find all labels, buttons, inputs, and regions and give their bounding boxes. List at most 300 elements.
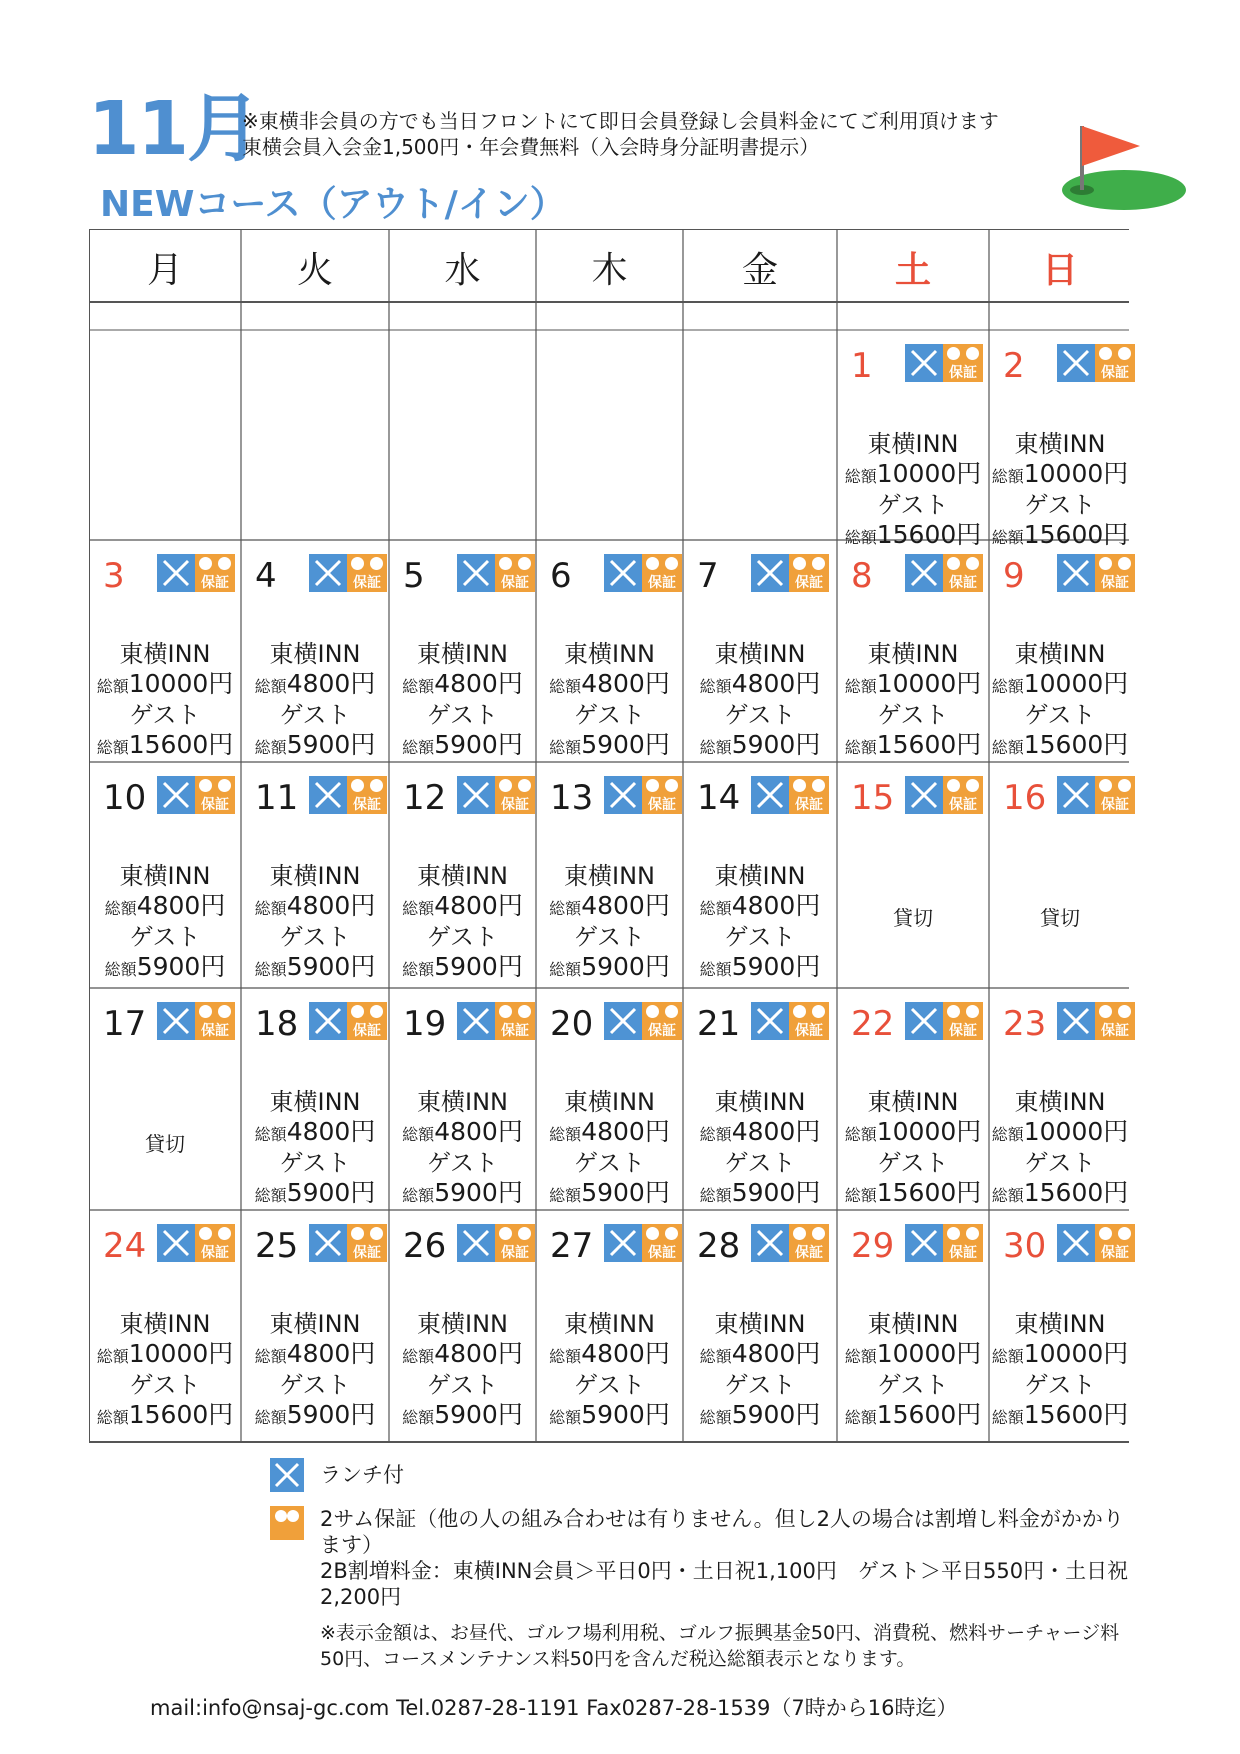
day-icons [1057,1002,1135,1040]
member-label: 東横INN [269,1310,361,1338]
guarantee-icon-label: 保証 [1101,1245,1129,1261]
day-cell [241,540,389,765]
day-cell [241,762,389,987]
guarantee-icon [347,1224,387,1262]
guest-label: ゲスト [279,923,351,951]
day-cell [536,762,683,987]
weekday-3: 木 [591,249,628,291]
guarantee-icon-label: 保証 [648,1245,676,1261]
day-icons [751,1224,829,1262]
day-cell [989,330,1131,555]
guarantee-icon-label: 保証 [648,575,676,591]
lunch-icon [457,1002,495,1040]
guarantee-icon-label: 保証 [1101,1023,1129,1039]
contact-footer: mail:info@nsaj-gc.com Tel.0287-28-1191 Fax0287-28-1539（7時から16時迄） [150,1696,958,1720]
day-cell [536,540,683,765]
guarantee-icon [943,1224,983,1262]
reserved-label: 貸切 [1040,906,1080,930]
day-number: 7 [697,556,719,596]
guest-label: ゲスト [877,1371,949,1399]
day-number: 13 [550,778,594,818]
day-cell [389,988,536,1213]
price-block [683,862,837,984]
member-label: 東横INN [867,640,959,668]
day-number: 19 [403,1004,447,1044]
guarantee-icon-label: 保証 [353,797,381,813]
guest-label: ゲスト [1024,1371,1096,1399]
price-block [241,1088,389,1210]
member-label: 東横INN [417,640,508,668]
member-price: 総額4800円 [402,1117,523,1146]
guest-label: ゲスト [573,701,646,729]
guarantee-icon-label: 保証 [501,797,529,813]
day-number: 28 [697,1226,741,1266]
day-number: 29 [851,1226,895,1266]
day-number: 14 [697,778,741,818]
guarantee-icon [347,776,387,814]
day-cell [241,988,389,1213]
day-icons [309,554,387,592]
day-icons [905,344,983,382]
guest-price: 総額15600円 [991,1400,1129,1429]
member-label: 東横INN [1014,1310,1106,1338]
guest-label: ゲスト [724,923,796,951]
guarantee-icon [943,1002,983,1040]
member-price: 総額10000円 [991,669,1129,698]
day-icons [157,776,235,814]
day-icons [1057,344,1135,382]
guarantee-icon [642,1224,682,1262]
price-block [683,1088,837,1210]
guarantee-icon-label: 保証 [648,1023,676,1039]
guest-label: ゲスト [573,923,646,951]
guarantee-icon-label: 保証 [353,1245,381,1261]
guarantee-icon [195,554,235,592]
price-block [241,862,389,984]
member-price: 総額10000円 [991,459,1129,488]
lunch-icon [309,1002,347,1040]
day-number: 9 [1003,556,1025,596]
member-price: 総額4800円 [699,891,821,920]
guarantee-icon [270,1506,304,1540]
guest-label: ゲスト [724,1371,796,1399]
member-price: 総額4800円 [254,1117,376,1146]
guest-label: ゲスト [573,1371,646,1399]
day-cell [683,540,837,765]
member-label: 東横INN [269,1088,361,1116]
member-label: 東横INN [714,640,806,668]
member-price: 総額10000円 [991,1117,1129,1146]
guest-price: 総額15600円 [844,1178,982,1207]
guarantee-icon [1095,1002,1135,1040]
member-price: 総額10000円 [844,1117,982,1146]
day-cell [389,1210,536,1435]
member-label: 東横INN [714,1310,806,1338]
lunch-icon [751,776,789,814]
guarantee-icon [347,554,387,592]
member-label: 東横INN [714,1088,806,1116]
price-block [683,1310,837,1432]
day-icons [157,554,235,592]
weekday-0: 月 [146,249,183,291]
guarantee-icon [789,776,829,814]
lunch-icon [309,776,347,814]
guest-price: 総額15600円 [991,520,1129,549]
guarantee-icon-label: 保証 [201,797,229,813]
lunch-icon [270,1458,304,1492]
day-cell [89,762,241,987]
price-block [536,640,683,762]
day-number: 15 [851,778,895,818]
price-block [389,1088,536,1210]
guarantee-icon [495,554,535,592]
guarantee-icon [642,776,682,814]
day-cell [837,1210,989,1435]
day-number: 26 [403,1226,447,1266]
guarantee-icon [495,776,535,814]
price-block [837,640,989,762]
guarantee-icon-label: 保証 [949,1023,977,1039]
member-price: 総額4800円 [549,1339,670,1368]
guest-price: 総額15600円 [96,1400,234,1429]
day-number: 2 [1003,346,1025,386]
guarantee-icon-label: 保証 [353,575,381,591]
guest-price: 総額5900円 [402,730,523,759]
weekday-1: 火 [296,249,333,291]
day-number: 23 [1003,1004,1047,1044]
guest-price: 総額15600円 [991,730,1129,759]
price-block [989,1310,1131,1432]
lunch-icon [457,554,495,592]
guarantee-icon-label: 保証 [1101,797,1129,813]
day-number: 21 [697,1004,741,1044]
day-cell [989,540,1131,765]
day-number: 6 [550,556,572,596]
member-label: 東横INN [1014,640,1106,668]
day-icons [604,1224,682,1262]
member-price: 総額10000円 [991,1339,1129,1368]
member-price: 総額4800円 [402,669,523,698]
price-block [989,430,1131,552]
guarantee-icon [1095,344,1135,382]
guest-label: ゲスト [1024,491,1096,519]
member-label: 東横INN [714,862,806,890]
member-label: 東横INN [564,1088,655,1116]
day-icons [604,776,682,814]
day-cell [837,762,989,987]
guest-price: 総額5900円 [549,952,670,981]
guarantee-icon-label: 保証 [353,1023,381,1039]
day-number: 24 [103,1226,147,1266]
member-label: 東横INN [119,862,211,890]
guarantee-icon-label: 保証 [795,797,823,813]
day-icons [751,554,829,592]
member-price: 総額4800円 [549,669,670,698]
guarantee-icon [943,344,983,382]
member-label: 東横INN [417,1088,508,1116]
guarantee-icon [1095,1224,1135,1262]
member-price: 総額4800円 [699,1339,821,1368]
guest-label: ゲスト [129,923,201,951]
guest-price: 総額15600円 [844,730,982,759]
day-icons [309,1002,387,1040]
member-price: 総額4800円 [699,669,821,698]
guarantee-icon [642,554,682,592]
price-block [241,1310,389,1432]
price-block [683,640,837,762]
guest-label: ゲスト [877,701,949,729]
price-block [89,1310,241,1432]
legend-note: ※表示金額は、お昼代、ゴルフ場利用税、ゴルフ振興基金50円、消費税、燃料サーチャージ料50円、コースメンテナンス料50円を含んだ税込総額表示となります。 [320,1622,1120,1670]
guest-label: ゲスト [279,1149,351,1177]
guest-label: ゲスト [279,701,351,729]
guarantee-icon-label: 保証 [501,1245,529,1261]
weekday-6: 日 [1041,249,1078,291]
day-icons [905,1224,983,1262]
guarantee-icon-label: 保証 [795,1023,823,1039]
lunch-icon [1057,776,1095,814]
guest-price: 総額15600円 [844,1400,982,1429]
day-icons [751,1002,829,1040]
day-cell [536,1210,683,1435]
member-price: 総額10000円 [96,1339,234,1368]
day-number: 16 [1003,778,1047,818]
price-block [536,862,683,984]
guest-price: 総額5900円 [402,1400,523,1429]
guarantee-icon-label: 保証 [648,797,676,813]
lunch-icon [457,776,495,814]
guest-price: 総額5900円 [549,730,670,759]
day-cell [241,1210,389,1435]
guest-label: ゲスト [129,701,201,729]
day-icons [604,554,682,592]
lunch-icon [457,1224,495,1262]
guarantee-icon-label: 保証 [795,1245,823,1261]
course-title: NEWコース（アウト/イン） [100,184,566,225]
lunch-icon [751,1002,789,1040]
guarantee-icon [495,1224,535,1262]
day-number: 11 [255,778,299,818]
member-price: 総額10000円 [844,669,982,698]
guarantee-icon-label: 保証 [501,1023,529,1039]
lunch-icon [157,776,195,814]
guarantee-icon [789,554,829,592]
guarantee-icon-label: 保証 [201,1245,229,1261]
guest-price: 総額5900円 [699,952,821,981]
guarantee-icon-label: 保証 [1101,365,1129,381]
lunch-icon [905,1224,943,1262]
day-cell [989,988,1131,1213]
member-price: 総額4800円 [549,891,670,920]
lunch-icon [157,1224,195,1262]
day-icons [457,776,535,814]
legend-lunch: ランチ付 [320,1463,404,1487]
member-label: 東横INN [867,1310,959,1338]
guarantee-icon-label: 保証 [949,365,977,381]
member-price: 総額4800円 [254,669,376,698]
member-label: 東横INN [564,640,655,668]
price-block [989,1088,1131,1210]
day-icons [1057,1224,1135,1262]
member-notes [242,108,999,160]
guarantee-icon [195,776,235,814]
day-icons [457,554,535,592]
lunch-icon [1057,554,1095,592]
guarantee-icon [495,1002,535,1040]
weekday-4: 金 [741,249,778,291]
day-number: 4 [255,556,277,596]
member-price: 総額4800円 [699,1117,821,1146]
day-cell [536,988,683,1213]
guarantee-icon-label: 保証 [201,1023,229,1039]
weekday-5: 土 [894,249,931,291]
day-icons [157,1002,235,1040]
guest-price: 総額15600円 [991,1178,1129,1207]
lunch-icon [751,554,789,592]
guarantee-icon [789,1002,829,1040]
member-price: 総額10000円 [844,459,982,488]
golf-flag-icon [1040,114,1190,214]
guarantee-icon [943,554,983,592]
day-cell [683,762,837,987]
guarantee-icon [195,1002,235,1040]
guest-price: 総額5900円 [402,952,523,981]
member-price: 総額4800円 [402,891,523,920]
day-number: 10 [103,778,147,818]
lunch-icon [1057,1002,1095,1040]
guest-price: 総額5900円 [699,730,821,759]
guest-label: ゲスト [426,1371,499,1399]
day-number: 22 [851,1004,895,1044]
day-cell [683,1210,837,1435]
price-block [536,1310,683,1432]
member-price: 総額4800円 [254,1339,376,1368]
day-number: 8 [851,556,873,596]
lunch-icon [309,554,347,592]
day-icons [309,776,387,814]
guarantee-icon [347,1002,387,1040]
guest-price: 総額5900円 [254,952,376,981]
lunch-icon [905,554,943,592]
lunch-icon [604,776,642,814]
day-icons [157,1224,235,1262]
guarantee-icon [642,1002,682,1040]
guest-price: 総額5900円 [254,1178,376,1207]
guarantee-icon-label: 保証 [1101,575,1129,591]
guest-price: 総額5900円 [254,730,376,759]
member-label: 東横INN [1014,430,1106,458]
lunch-icon [905,776,943,814]
guest-label: ゲスト [877,1149,949,1177]
member-price: 総額4800円 [254,891,376,920]
day-icons [309,1224,387,1262]
price-block [89,862,241,984]
month-title: 11月 [88,86,259,172]
note-line: ※東横非会員の方でも当日フロントにて即日会員登録し会員料金にてご利用頂けます [242,109,999,133]
guest-price: 総額5900円 [699,1400,821,1429]
day-cell [837,330,989,555]
price-block [241,640,389,762]
day-cell [89,540,241,765]
member-label: 東横INN [564,1310,655,1338]
day-cell [989,1210,1131,1435]
member-label: 東横INN [269,640,361,668]
price-block [389,862,536,984]
guest-price: 総額5900円 [402,1178,523,1207]
guarantee-icon [1095,554,1135,592]
lunch-icon [157,1002,195,1040]
member-label: 東横INN [269,862,361,890]
day-number: 18 [255,1004,299,1044]
guarantee-icon-label: 保証 [201,575,229,591]
guest-price: 総額5900円 [549,1400,670,1429]
guest-label: ゲスト [1024,701,1096,729]
price-block [89,640,241,762]
day-cell [389,540,536,765]
guest-label: ゲスト [573,1149,646,1177]
price-block [837,1310,989,1432]
lunch-icon [604,1002,642,1040]
price-block [536,1088,683,1210]
day-cell [389,762,536,987]
day-number: 20 [550,1004,594,1044]
note-line: 東横会員入会金1,500円・年会費無料（入会時身分証明書提示） [242,135,820,159]
member-label: 東横INN [119,1310,211,1338]
guarantee-icon [1095,776,1135,814]
weekday-2: 水 [444,249,481,291]
legend-surcharge: 2B割増料金：東横INN会員＞平日0円・土日祝1,100円 ゲスト＞平日550円・土日祝2,200円 [320,1559,1129,1609]
member-label: 東横INN [867,430,959,458]
member-price: 総額10000円 [844,1339,982,1368]
guarantee-icon-label: 保証 [949,797,977,813]
guarantee-icon [943,776,983,814]
guest-label: ゲスト [724,1149,796,1177]
day-icons [905,554,983,592]
legend-guarantee: 2サム保証（他の人の組み合わせは有りません。但し2人の場合は割増し料金がかかります） [320,1507,1124,1557]
lunch-icon [604,554,642,592]
day-number: 3 [103,556,125,596]
day-number: 17 [103,1004,147,1044]
reserved-label: 貸切 [145,1132,185,1156]
lunch-icon [157,554,195,592]
lunch-icon [309,1224,347,1262]
guest-price: 総額5900円 [104,952,226,981]
day-cell [89,988,241,1213]
guest-label: ゲスト [724,701,796,729]
day-icons [604,1002,682,1040]
guest-price: 総額5900円 [254,1400,376,1429]
member-price: 総額10000円 [96,669,234,698]
day-cell [989,762,1131,987]
guest-price: 総額15600円 [844,520,982,549]
guest-label: ゲスト [1024,1149,1096,1177]
day-number: 30 [1003,1226,1047,1266]
member-label: 東横INN [417,1310,508,1338]
price-block [837,1088,989,1210]
member-label: 東横INN [417,862,508,890]
guest-label: ゲスト [279,1371,351,1399]
guest-label: ゲスト [426,701,499,729]
lunch-icon [905,344,943,382]
lunch-icon [905,1002,943,1040]
guest-price: 総額15600円 [96,730,234,759]
lunch-icon [604,1224,642,1262]
guest-price: 総額5900円 [549,1178,670,1207]
day-cell [837,540,989,765]
day-icons [905,776,983,814]
member-label: 東横INN [1014,1088,1106,1116]
price-block [389,640,536,762]
